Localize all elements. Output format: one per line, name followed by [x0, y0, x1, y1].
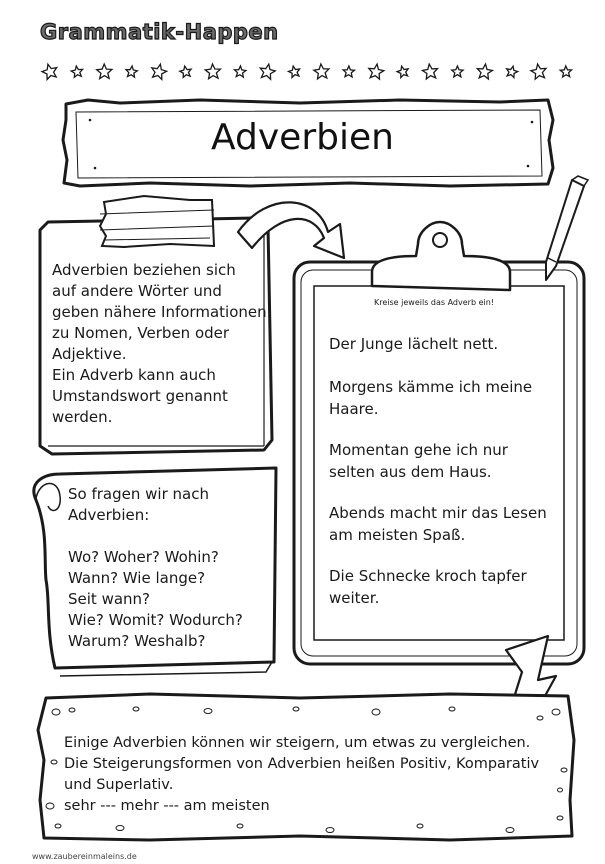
star-icon: [397, 66, 408, 77]
star-icon: [314, 64, 329, 79]
star-icon: [126, 66, 137, 77]
star-icon: [152, 64, 167, 79]
questions-text: So fragen wir nach Adverbien: Wo? Woher? Wohin? Wann? Wie lange? Seit wann? Wie? Womit? Wodurch? Warum? Weshalb?: [68, 485, 243, 650]
sentence-3: Momentan gehe ich nur selten aus dem Haus.: [329, 441, 508, 481]
star-icon: [205, 64, 220, 79]
page-title: Adverbien: [211, 117, 394, 158]
star-icon: [507, 66, 518, 77]
star-icon: [235, 66, 246, 77]
star-icon: [560, 66, 571, 77]
star-icon: [477, 64, 492, 79]
sentence-5: Die Schnecke kroch tapfer weiter.: [329, 567, 527, 607]
star-icon: [452, 66, 463, 77]
clipboard-instruction: Kreise jeweils das Adverb ein!: [374, 298, 494, 307]
sentence-1: Der Junge lächelt nett.: [329, 335, 499, 353]
star-icon: [180, 66, 191, 77]
star-icon: [289, 66, 300, 77]
star-icon: [422, 64, 437, 79]
star-border: [42, 64, 572, 80]
sentence-2: Morgens kämme ich meine Haare.: [329, 378, 533, 418]
star-icon: [343, 66, 354, 77]
star-icon: [531, 64, 546, 79]
star-icon: [42, 64, 57, 79]
note-text: Adverbien beziehen sich auf andere Wörter und geben nähere Informationen zu Nomen, Verben oder Adjektive. Ein Adverb kann auch Umstandswort genannt werden.: [52, 261, 267, 426]
star-icon: [97, 64, 112, 79]
sentence-4: Abends macht mir das Lesen am meisten Spaß.: [329, 504, 547, 544]
star-icon: [369, 64, 384, 79]
header-title: Grammatik-Happen: [40, 20, 279, 44]
bottom-text: Einige Adverbien können wir steigern, um etwas zu vergleichen. Die Steigerungsformen von Adverbien heißen Positiv, Komparativ und Superlativ. sehr --- mehr --- am meisten: [64, 735, 540, 814]
footer-url: www.zaubereinmaleins.de: [32, 852, 137, 861]
star-icon: [71, 66, 82, 77]
star-icon: [260, 64, 275, 79]
